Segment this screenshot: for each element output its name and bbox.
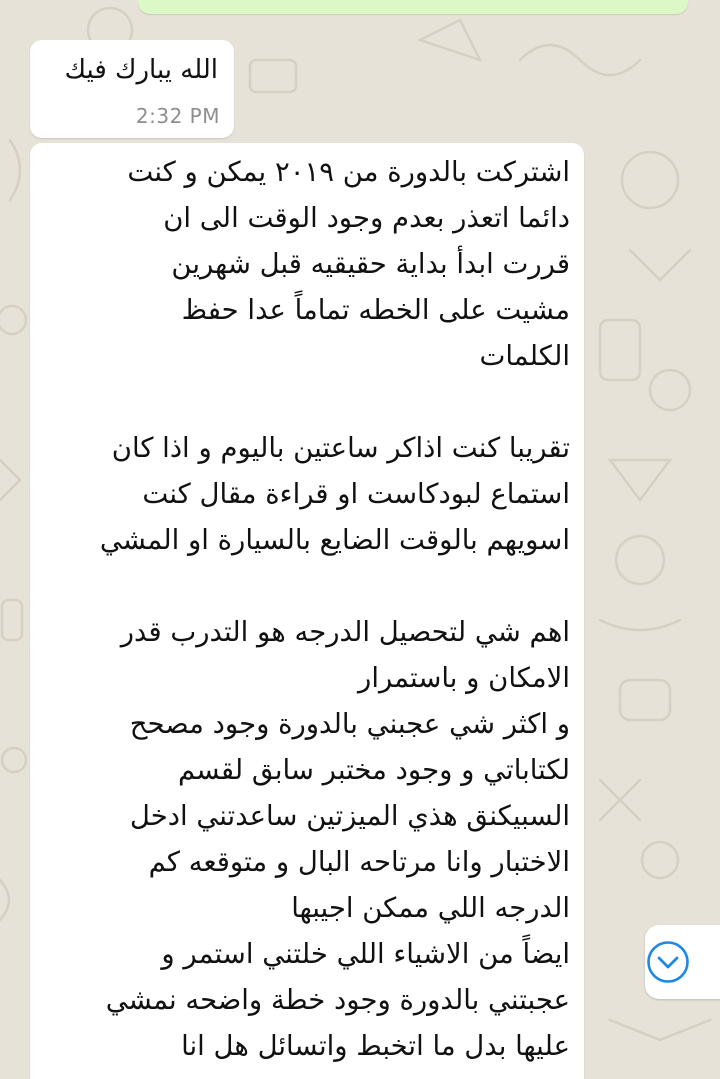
message-line: ايضاً من الاشياء اللي خلتني استمر و — [161, 938, 570, 970]
message-line: تقريبا كنت اذاكر ساعتين باليوم و اذا كان — [111, 432, 570, 464]
previous-outgoing-bubble — [138, 0, 688, 14]
message-line: عليها بدل ما اتخبط واتسائل هل انا — [181, 1030, 570, 1062]
message-bubble[interactable] — [30, 143, 584, 1079]
message-line: السبيكنق هذي الميزتين ساعدتني ادخل — [129, 800, 570, 832]
message-line: عجبتني بالدورة وجود خطة واضحه نمشي — [105, 984, 570, 1016]
message-line: الكلمات — [479, 340, 570, 372]
chevron-down-circle-icon — [646, 940, 690, 984]
message-line: الاختبار وانا مرتاحه البال و متوقعه كم — [148, 846, 570, 878]
message-text: الله يبارك فيك — [64, 55, 218, 85]
message-line: الدرجه اللي ممكن اجيبها — [291, 892, 570, 924]
message-line: الامكان و باستمرار — [358, 662, 570, 694]
message-line: دائما اتعذر بعدم وجود الوقت الى ان — [163, 202, 570, 234]
message-line: اهم شي لتحصيل الدرجه هو التدرب قدر — [120, 616, 570, 648]
message-line — [48, 563, 570, 609]
message-line: لكتاباتي و وجود مختبر سابق لقسم — [178, 754, 570, 786]
message-line: اشتركت بالدورة من ٢٠١٩ يمكن و كنت — [127, 156, 570, 188]
message-line: استماع لبودكاست او قراءة مقال كنت — [142, 478, 570, 510]
message-line: مشيت على الخطه تماماً عدا حفظ — [181, 294, 570, 326]
scroll-to-bottom-button[interactable] — [645, 925, 720, 999]
message-line: قررت ابدأ بداية حقيقيه قبل شهرين — [171, 248, 570, 280]
message-bubble[interactable] — [30, 40, 234, 138]
message-line — [48, 379, 570, 425]
message-timestamp: 2:32 PM — [135, 104, 220, 128]
message-text — [48, 149, 570, 1069]
message-line: اسويهم بالوقت الضايع بالسيارة او المشي — [99, 524, 570, 556]
message-line: و اكثر شي عجبني بالدورة وجود مصحح — [129, 708, 570, 740]
